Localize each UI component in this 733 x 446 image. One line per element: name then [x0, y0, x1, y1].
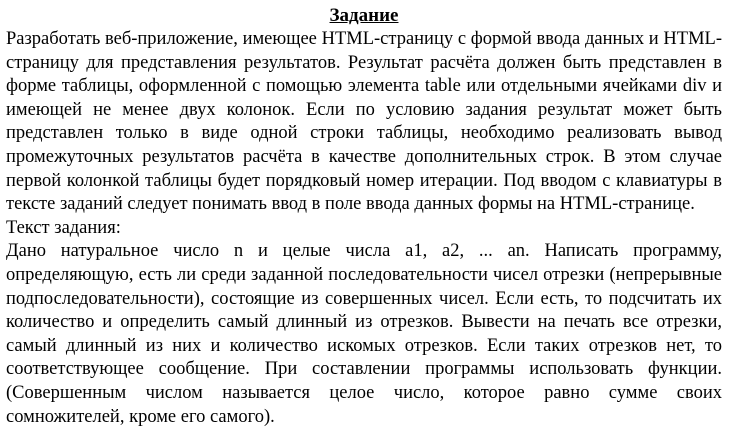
- task-label: Текст задания:: [6, 217, 121, 238]
- intro-paragraph: Разработать веб-приложение, имеющее HTML-страницу с формой ввода данных и HTML-страницу для представления результатов. Результат расчёта должен быть представлен в форме таблицы, оформленной с помощью элемента table или отдельными ячейками div и имеющей не менее двух колонок. Если по условию задания результат может быть представлен только в виде одной строки таблицы, необходимо реализовать вывод промежуточных результатов расчёта в качестве дополнительных строк. В этом случае первой колонкой таблицы будет порядковый номер итерации. Под вводом с клавиатуры в тексте заданий следует понимать ввод в поле ввода данных формы на HTML-странице.: [6, 29, 722, 215]
- document-title: Задание: [329, 5, 399, 26]
- task-paragraph: Дано натуральное число n и целые числа a1, a2, ... an. Написать программу, определяющую, есть ли среди заданной последовательности чисел отрезки (непрерывные подпоследовательности), состоящие из совершенных чисел. Если есть, то подсчитать их количество и определить самый длинный из отрезков. Вывести на печать все отрезки, самый длинный из них и количество искомых отрезков. Если таких отрезков нет, то соответствующее сообщение. При составлении программы использовать функции. (Совершенным числом называется целое число, которое равно сумме своих сомножителей, кроме его самого).: [6, 241, 722, 427]
- document-page: [6, 4, 722, 429]
